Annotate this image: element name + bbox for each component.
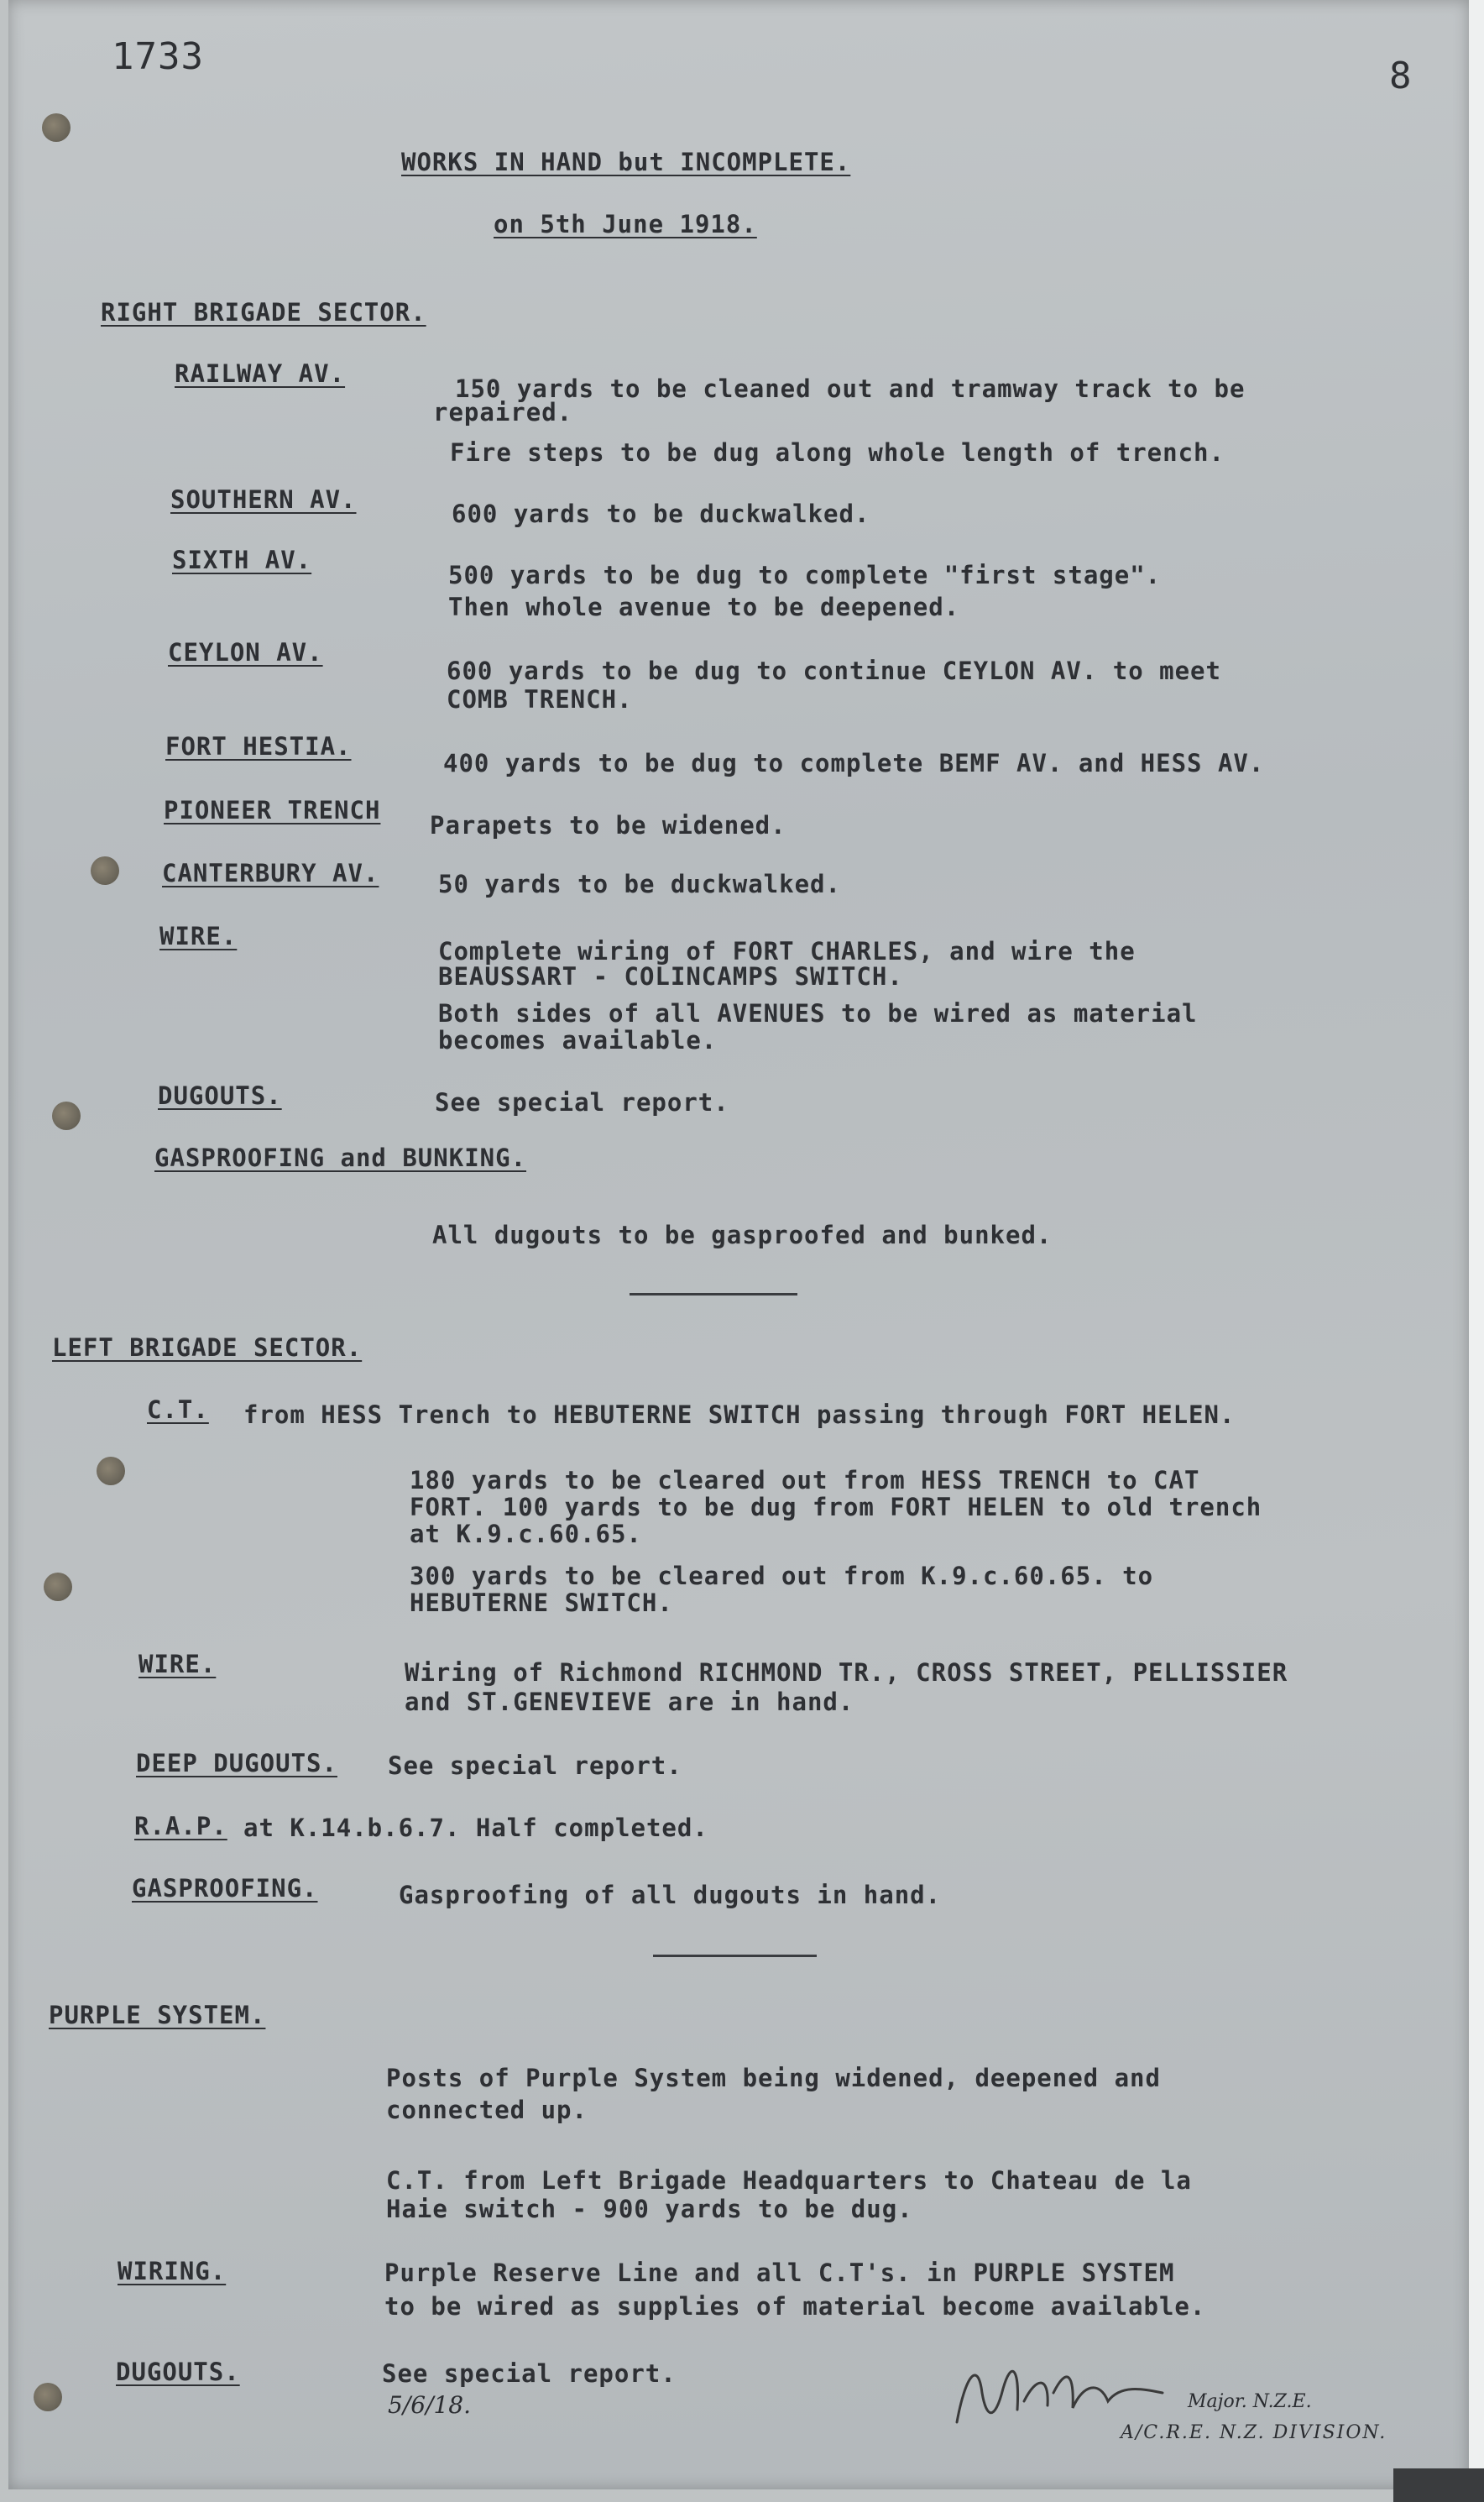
punch-hole [34,2383,62,2411]
item-label: CANTERBURY AV. [162,859,379,887]
document-title: WORKS IN HAND but INCOMPLETE. [401,148,851,176]
section-divider [630,1293,797,1295]
punch-hole [97,1457,125,1485]
item-text: COMB TRENCH. [447,685,633,714]
page-number: 8 [1389,55,1413,97]
item-text: Complete wiring of FORT CHARLES, and wire the [438,937,1136,966]
item-text: and ST.GENEVIEVE are in hand. [405,1688,854,1716]
section-heading-right-brigade: RIGHT BRIGADE SECTOR. [101,298,426,327]
item-text: Wiring of Richmond RICHMOND TR., CROSS STREET, PELLISSIER [405,1658,1288,1687]
item-text: 180 yards to be cleared out from HESS TRENCH to CAT [410,1466,1200,1494]
item-text: Gasproofing of all dugouts in hand. [399,1881,942,1909]
item-text: Parapets to be widened. [430,811,786,840]
item-label: WIRING. [118,2257,227,2285]
section-heading-purple-system: PURPLE SYSTEM. [49,2001,266,2029]
item-text: FORT. 100 yards to be dug from FORT HELEN to old trench [410,1493,1262,1521]
item-text: Fire steps to be dug along whole length of trench. [450,438,1225,467]
item-text: See special report. [435,1088,729,1117]
item-text: 500 yards to be dug to complete "first stage". [448,561,1162,589]
item-label: DUGOUTS. [116,2358,240,2386]
item-label: SIXTH AV. [172,546,312,574]
page-edge-shadow [1393,2468,1484,2502]
item-label: GASPROOFING. [132,1874,318,1903]
item-text: Both sides of all AVENUES to be wired as material [438,999,1198,1028]
item-label: DEEP DUGOUTS. [136,1749,337,1777]
item-text: 150 yards to be cleaned out and tramway track to be [455,374,1246,403]
document-date: on 5th June 1918. [494,210,757,238]
punch-hole [52,1102,81,1130]
item-text: at K.14.b.6.7. Half completed. [243,1814,708,1842]
item-label: C.T. [147,1395,209,1424]
item-label: CEYLON AV. [168,638,323,667]
punch-hole [42,113,71,142]
item-text: 600 yards to be duckwalked. [452,500,870,528]
item-label: FORT HESTIA. [165,732,352,761]
item-text: at K.9.c.60.65. [410,1520,642,1548]
item-label: WIRE. [159,922,238,950]
item-text: BEAUSSART - COLINCAMPS SWITCH. [438,962,903,991]
item-text: Haie switch - 900 yards to be dug. [386,2195,913,2223]
section-divider [653,1955,817,1957]
item-text: becomes available. [438,1026,718,1055]
handwritten-date: 5/6/18. [388,2391,472,2419]
item-text: 600 yards to be dug to continue CEYLON AV. to meet [447,657,1221,685]
item-label: GASPROOFING and BUNKING. [154,1144,527,1172]
item-text: C.T. from Left Brigade Headquarters to Chateau de la [386,2166,1192,2195]
item-text: repaired. [433,398,573,427]
item-label: RAILWAY AV. [175,359,346,388]
punch-hole [44,1573,72,1601]
page-edge [1469,0,1484,2502]
signatory-rank: Major. N.Z.E. [1188,2391,1312,2412]
item-text: Then whole avenue to be deepened. [448,593,960,621]
item-text: connected up. [386,2096,588,2124]
item-text: from HESS Trench to HEBUTERNE SWITCH passing through FORT HELEN. [243,1400,1236,1429]
item-label: DUGOUTS. [158,1081,282,1110]
item-text: HEBUTERNE SWITCH. [410,1589,673,1617]
item-text: 300 yards to be cleared out from K.9.c.60.65. to [410,1562,1154,1590]
item-text: 400 yards to be dug to complete BEMF AV. and HESS AV. [443,749,1265,777]
section-heading-left-brigade: LEFT BRIGADE SECTOR. [52,1333,363,1362]
item-text: Posts of Purple System being widened, deepened and [386,2064,1161,2092]
item-text: All dugouts to be gasproofed and bunked. [432,1221,1053,1249]
item-text: Purple Reserve Line and all C.T's. in PURPLE SYSTEM [384,2259,1175,2287]
item-label: R.A.P. [134,1812,227,1840]
punch-hole [91,856,119,885]
item-label: PIONEER TRENCH [164,796,381,824]
item-label: WIRE. [138,1650,217,1678]
folio-number: 1733 [112,35,204,78]
item-text: See special report. [382,2359,677,2388]
item-text: 50 yards to be duckwalked. [438,870,841,898]
item-label: SOUTHERN AV. [170,485,357,514]
item-text: to be wired as supplies of material become available. [384,2292,1206,2321]
signatory-appointment: A/C.R.E. N.Z. DIVISION. [1121,2422,1387,2443]
item-text: See special report. [388,1751,682,1780]
